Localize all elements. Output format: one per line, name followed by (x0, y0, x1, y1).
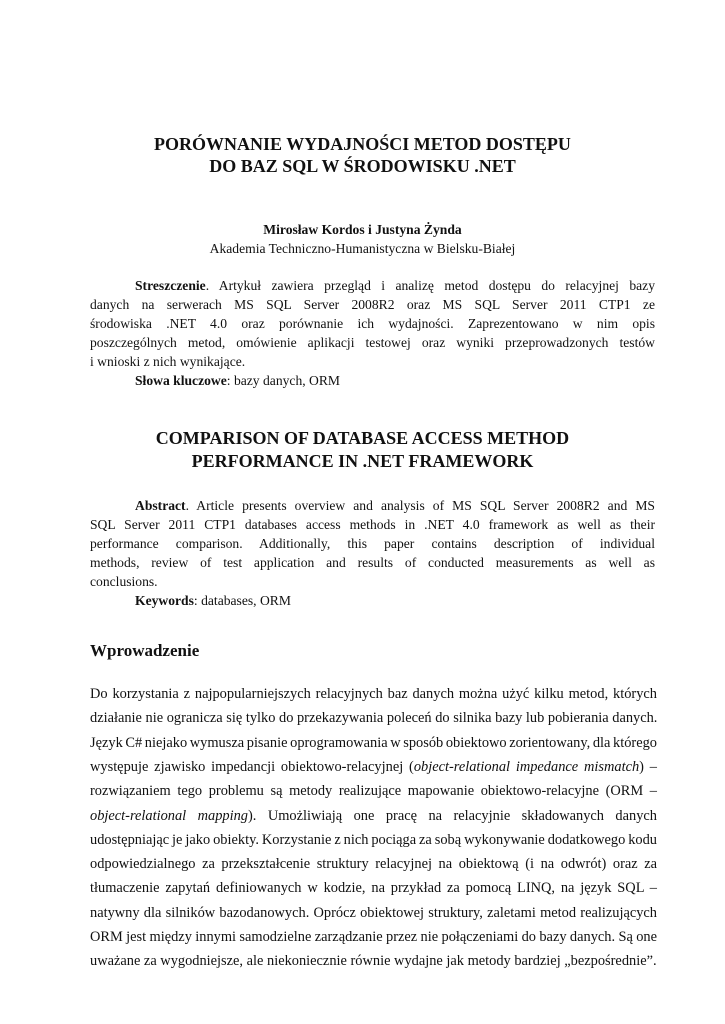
abstract-line (90, 298, 655, 312)
body-line (90, 784, 657, 798)
abstract-line (90, 317, 655, 331)
abstract-text: danych na serwerach MS SQL Server 2008R2 oraz MS SQL Server 2011 CTP1 ze (90, 297, 655, 312)
abstract-line (90, 518, 655, 532)
italic-term: object-relational mapping (90, 807, 248, 824)
body-line (90, 881, 657, 895)
abstract-line (135, 279, 655, 293)
body-line (90, 760, 657, 774)
body-line (90, 857, 657, 871)
title-en-line-2: PERFORMANCE IN .NET FRAMEWORK (191, 451, 534, 471)
body-text: odpowiedzialnego za przekształcenie struktury relacyjnej na obiektową (i na odwrót) oraz za (90, 856, 657, 873)
body-text: uważane za wygodniejsze, ale niekoniecznie równie wydajne jak metody bardziej „bezpośrednie”. (90, 953, 657, 970)
body-text: działanie nie ogranicza się tylko do przekazywania poleceń do silnika bazy lub pobierania danych. (90, 710, 658, 727)
body-text: ORM jest między innymi samodzielne zarządzanie przez nie połączeniami do bazy danych. Są one (90, 929, 657, 945)
body-text: natywny dla silników bazodanowych. Oprócz obiektowej struktury, zaletami metod realizujących (90, 904, 657, 921)
abstract-line (90, 556, 655, 570)
abstract-text: conclusions. (90, 574, 158, 589)
keywords-en (135, 594, 291, 608)
affiliation: Akademia Techniczno-Humanistyczna w Bielsku-Białej (209, 241, 516, 256)
body-text: występuje zjawisko impedancji obiektowo-relacyjnej ( (90, 758, 414, 775)
body-line (90, 954, 657, 968)
abstract-text: . Article presents overview and analysis of MS SQL Server 2008R2 and MS (185, 498, 655, 513)
authors: Mirosław Kordos i Justyna Żynda (263, 222, 462, 237)
body-line (90, 833, 657, 847)
body-line (90, 906, 657, 920)
title-pl-line-2: DO BAZ SQL W ŚRODOWISKU .NET (209, 156, 516, 176)
body-text: ) – (639, 758, 657, 775)
keywords-label: Słowa kluczowe (135, 373, 227, 388)
abstract-label: Streszczenie (135, 278, 206, 293)
abstract-text: poszczególnych metod, omówienie aplikacji testowej oraz wyniki przeprowadzonych testów (90, 335, 655, 350)
body-text: ). Umożliwiają one pracę na relacyjnie składowanych danych (248, 807, 657, 824)
keywords-value: : databases, ORM (193, 593, 291, 608)
abstract-text: performance comparison. Additionally, this paper contains description of individual (90, 536, 655, 551)
italic-term: object-relational impedance mismatch (413, 758, 640, 775)
title-en-line-1: COMPARISON OF DATABASE ACCESS METHOD (155, 428, 570, 448)
body-text: tłumaczenie zapytań definiowanych w kodzie, na przykład za pomocą LINQ, na język SQL – (90, 880, 657, 897)
body-line (90, 711, 657, 725)
keywords-pl (135, 374, 340, 388)
title-pl-line-1: PORÓWNANIE WYDAJNOŚCI METOD DOSTĘPU (154, 134, 571, 154)
body-line (90, 736, 657, 750)
abstract-text: środowiska .NET 4.0 oraz porównanie ich wydajności. Zaprezentowano w nim opis (90, 316, 655, 331)
body-line (90, 930, 657, 944)
abstract-line (90, 575, 158, 589)
abstract-line (90, 537, 655, 551)
abstract-text: SQL Server 2011 CTP1 databases access methods in .NET 4.0 framework as well as their (90, 517, 655, 532)
body-text: udostępniając je jako obiekty. Korzystanie z nich pociąga za sobą wykonywanie dodatkowego kodu (90, 831, 657, 848)
abstract-line (135, 499, 655, 513)
abstract-label: Abstract (135, 498, 186, 513)
abstract-line (90, 336, 655, 350)
abstract-text: . Artykuł zawiera przegląd i analizę metod dostępu do relacyjnej bazy (205, 278, 655, 293)
body-text: Do korzystania z najpopularniejszych relacyjnych baz danych można użyć kilku metod, których (90, 686, 657, 702)
keywords-label: Keywords (135, 593, 194, 608)
body-line (90, 687, 657, 701)
keywords-value: : bazy danych, ORM (226, 373, 341, 388)
body-line (90, 809, 657, 823)
abstract-text: i wnioski z nich wynikające. (90, 354, 246, 369)
abstract-text: methods, review of test application and results of conducted measurements as well as (90, 555, 655, 570)
body-text: rozwiązaniem tego problemu są metody realizujące mapowanie obiektowo-relacyjne (ORM – (90, 783, 657, 800)
section-heading: Wprowadzenie (90, 641, 200, 660)
body-text: Język C# niejako wymusza pisanie oprogramowania w sposób obiektowo zorientowany, dla którego (90, 734, 657, 751)
abstract-line (90, 355, 245, 369)
